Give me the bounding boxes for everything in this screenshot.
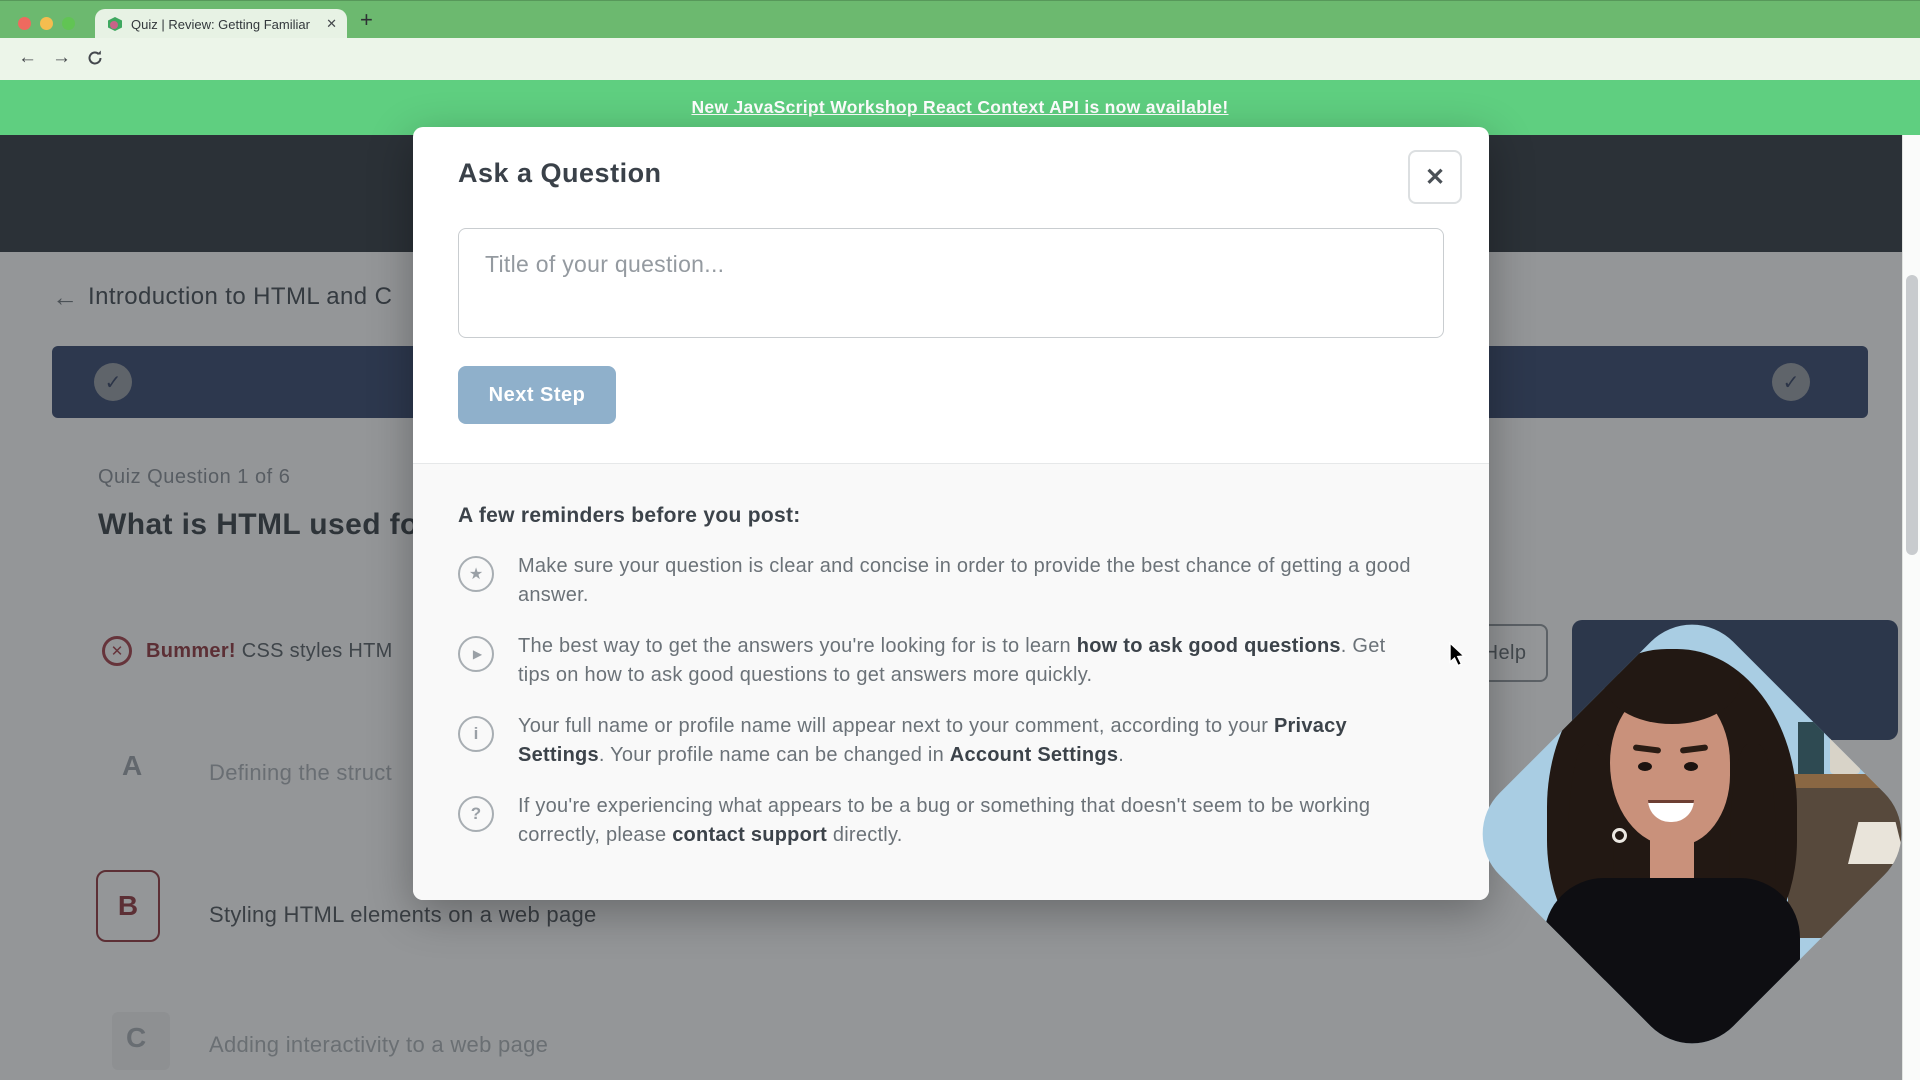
question-icon: ? (458, 796, 494, 832)
question-title-input[interactable] (458, 228, 1444, 338)
close-window-button[interactable] (18, 17, 31, 30)
mouse-cursor (1448, 642, 1470, 673)
reminder-item (458, 792, 1438, 850)
reminder-segment: The best way to get the answers you're looking for is to learn (518, 635, 1077, 657)
reminder-item (458, 712, 1438, 770)
reminder-text (518, 632, 1423, 690)
browser-tabstrip (0, 0, 1920, 38)
reminder-link[interactable]: contact support (672, 824, 828, 846)
reminders-list (458, 552, 1438, 872)
maximize-window-button[interactable] (62, 17, 75, 30)
reminder-link[interactable]: Account Settings (949, 744, 1119, 766)
reminder-text (518, 712, 1423, 770)
reminder-text (518, 792, 1423, 850)
reminder-segment: . Your profile name can be changed in (598, 744, 950, 766)
page-scrollbar[interactable] (1902, 135, 1920, 1080)
reminder-segment: Make sure your question is clear and concise in order to provide the best chance of getting a good answer. (518, 555, 1411, 606)
browser-tab[interactable] (95, 9, 347, 39)
reminder-segment: directly. (827, 824, 903, 846)
reminder-link[interactable]: Privacy Settings (518, 715, 1347, 766)
star-icon: ★ (458, 556, 494, 592)
reminder-text (518, 552, 1423, 610)
reminder-segment: Your full name or profile name will appear next to your comment, according to your (518, 715, 1274, 737)
tab-close-icon[interactable]: ✕ (326, 16, 337, 31)
reminders-section (413, 463, 1489, 900)
back-button[interactable]: ← (18, 47, 37, 68)
reminder-segment: . Get tips on how to ask good questions to get answers more quickly. (518, 635, 1386, 686)
next-step-button[interactable]: Next Step (458, 366, 616, 424)
reminder-item (458, 632, 1438, 690)
reminder-link[interactable]: how to ask good questions (1076, 635, 1341, 657)
play-icon: ▶ (458, 636, 494, 672)
close-icon: ✕ (1424, 163, 1446, 191)
scrollbar-thumb[interactable] (1906, 275, 1918, 555)
treehouse-favicon (107, 16, 123, 32)
reminder-item (458, 552, 1438, 610)
announcement-link[interactable]: New JavaScript Workshop React Context API is now available! (691, 97, 1229, 117)
new-tab-button[interactable]: + (360, 7, 373, 32)
reminder-segment: If you're experiencing what appears to be a bug or something that doesn't seem to be working correctly, please (518, 795, 1371, 846)
tab-title: Quiz | Review: Getting Familiar (131, 16, 310, 32)
reminder-segment: . (1118, 744, 1125, 766)
reminders-heading: A few reminders before you post: (458, 504, 801, 527)
info-icon: i (458, 716, 494, 752)
modal-close-button[interactable] (1408, 150, 1462, 204)
reload-button[interactable] (86, 49, 104, 67)
forward-button[interactable]: → (52, 47, 71, 68)
browser-toolbar (0, 38, 1920, 80)
modal-title: Ask a Question (458, 158, 662, 188)
ask-question-modal (413, 127, 1489, 900)
minimize-window-button[interactable] (40, 17, 53, 30)
